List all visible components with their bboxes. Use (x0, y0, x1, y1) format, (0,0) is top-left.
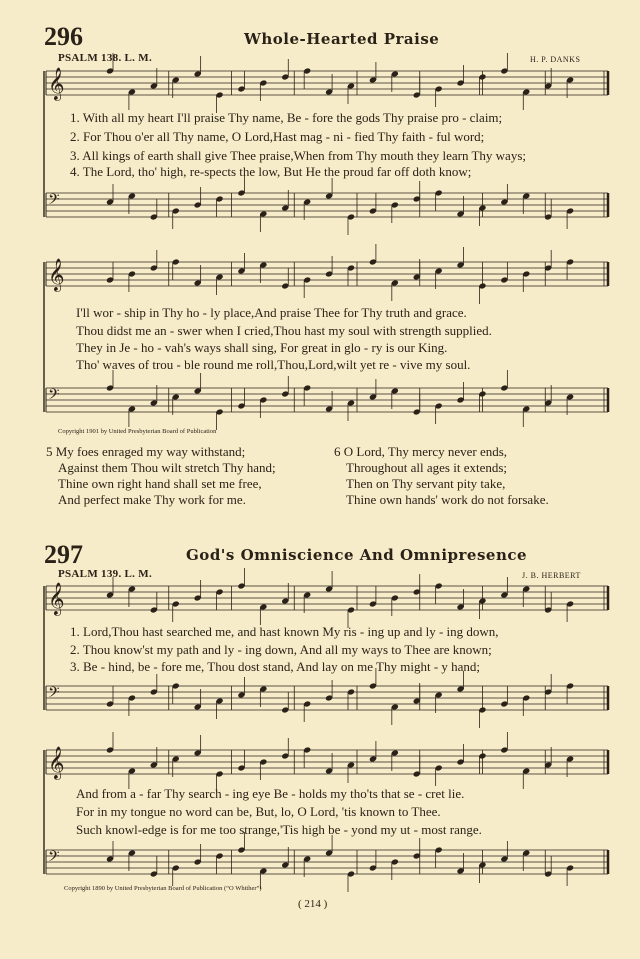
treble-clef: 𝄞 (48, 746, 65, 779)
h297-s1-line3: 3. Be - hind, be - fore me, Thou dost stand, And lay on me Thy might - y hand; (70, 659, 481, 674)
treble-clef: 𝄞 (48, 582, 65, 615)
stanza-6-line: Then on Thy servant pity take, (346, 476, 506, 491)
h296-s2-line3: They in Je - ho - vah's ways shall sing, For great in glo - ry is our King. (76, 340, 448, 355)
composer-297: J. B. HERBERT (522, 571, 581, 580)
bass-clef: 𝄢 (48, 191, 60, 212)
hymn-title-297: God's Omniscience And Omnipresence (186, 546, 528, 564)
treble-clef: 𝄞 (48, 258, 65, 291)
copyright-297: Copyright 1890 by United Presbyterian Board of Publication (“O Whither”) (64, 885, 262, 892)
hymn-title-296: Whole-Hearted Praise (244, 30, 440, 48)
stanza-6-line: Thine own hands' work do not forsake. (346, 492, 549, 507)
stanza-5-line: Against them Thou wilt stretch Thy hand; (58, 460, 276, 475)
h297-s1-line2: 2. Thou know'st my path and ly - ing down, And all my ways to Thee are known; (70, 642, 492, 657)
bass-clef: 𝄢 (48, 386, 60, 407)
treble-clef: 𝄞 (48, 67, 65, 100)
hymn-number-296: 296 (44, 22, 83, 51)
h297-s2-line3: Such knowl-edge is for me too strange,'Tis high be - yond my ut - most range. (76, 822, 482, 837)
h296-s2-line2: Thou didst me an - swer when I cried,Thou hast my soul with strength supplied. (76, 323, 492, 338)
psalm-meter-297: PSALM 139. L. M. (58, 568, 153, 580)
h296-s1-line1: 1. With all my heart I'll praise Thy name, Be - fore the gods Thy praise pro - claim; (70, 110, 503, 125)
psalm-meter-296: PSALM 138. L. M. (58, 52, 153, 64)
h296-s2-line1: I'll wor - ship in Thy ho - ly place,And praise Thee for Thy truth and grace. (76, 305, 467, 320)
bass-clef: 𝄢 (48, 684, 60, 705)
hymn-number-297: 297 (44, 540, 83, 569)
h296-s2-line4: Tho' waves of trou - ble round me roll,Thou,Lord,wilt yet re - vive my soul. (76, 357, 471, 372)
page-number: ( 214 ) (298, 898, 328, 910)
stanza-5-line: And perfect make Thy work for me. (58, 492, 246, 507)
h296-s1-line4: 4. The Lord, tho' high, re-spects the low, But He the proud far off doth know; (70, 164, 472, 179)
h296-s1-line3: 3. All kings of earth shall give Thee praise,When from Thy mouth they learn Thy ways; (70, 148, 526, 163)
stanza-6 (334, 444, 549, 508)
composer-296: H. P. DANKS (530, 55, 581, 64)
h297-s1-line1: 1. Lord,Thou hast searched me, and hast known My ris - ing up and ly - ing down, (70, 624, 499, 639)
h297-s2-line1: And from a - far Thy search - ing eye Be - holds my tho'ts that se - cret lie. (76, 786, 465, 801)
copyright-296: Copyright 1901 by United Presbyterian Board of Publication (58, 428, 217, 435)
stanza-5-line: 5 My foes enraged my way withstand; (46, 444, 246, 459)
stanza-5 (46, 444, 276, 508)
stanza-5-line: Thine own right hand shall set me free, (58, 476, 262, 491)
h297-s2-line2: For in my tongue no word can be, But, lo, O Lord, 'tis known to Thee. (76, 804, 441, 819)
stanza-6-line: Throughout all ages it extends; (346, 460, 508, 475)
stanza-6-line: 6 O Lord, Thy mercy never ends, (334, 444, 508, 459)
bass-clef: 𝄢 (48, 848, 60, 869)
h296-s1-line2: 2. For Thou o'er all Thy name, O Lord,Hast mag - ni - fied Thy faith - ful word; (70, 129, 485, 144)
